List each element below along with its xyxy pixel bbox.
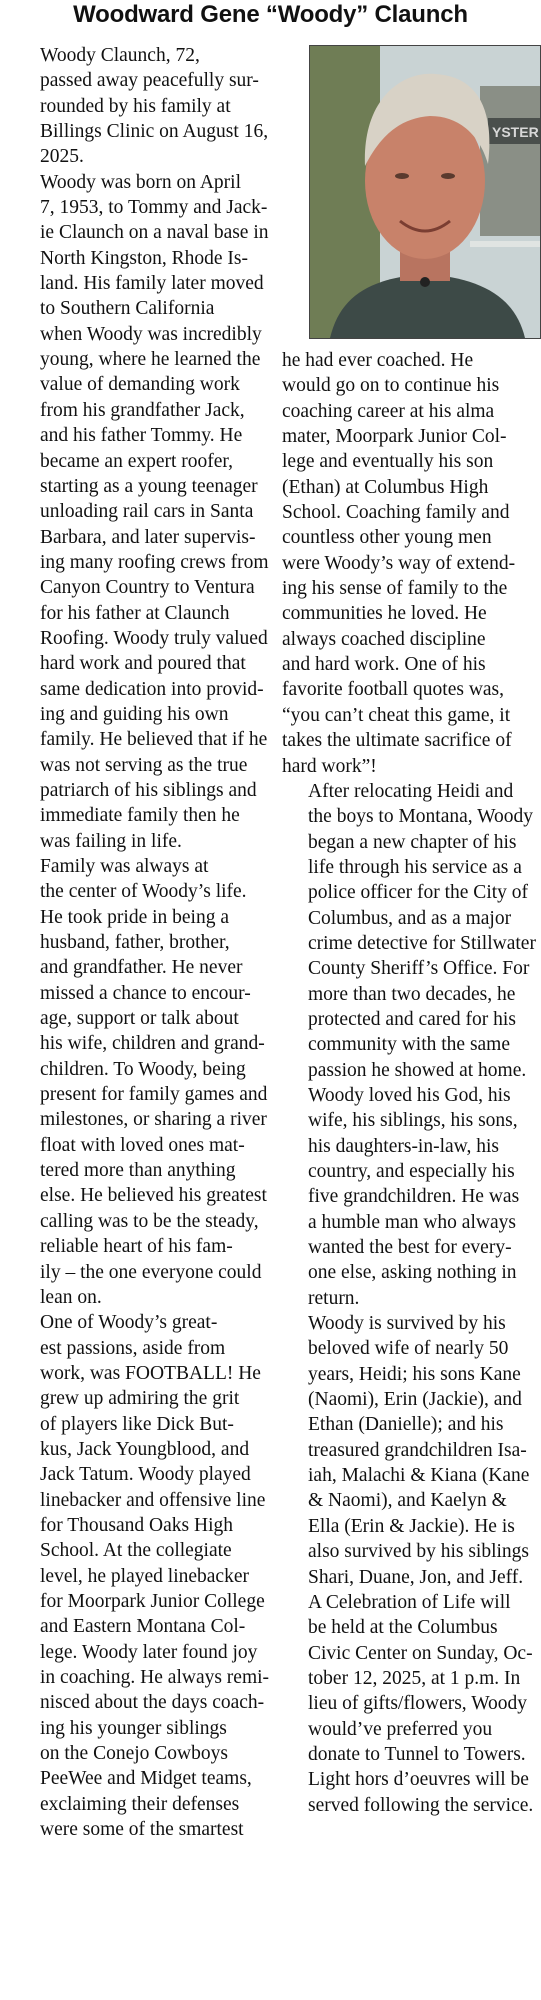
text-line: linebacker and offensive line bbox=[40, 1489, 266, 1511]
text-line: Shari, Duane, Jon, and Jeff. bbox=[308, 1566, 524, 1588]
text-line: level, he played linebacker bbox=[40, 1565, 249, 1587]
photo-railing bbox=[470, 241, 540, 247]
text-line: country, and especially his bbox=[308, 1161, 515, 1182]
photo-sign-text: YSTER bbox=[492, 124, 539, 140]
text-line: age, support or talk about bbox=[40, 1008, 239, 1030]
text-line: of players like Dick But- bbox=[40, 1413, 234, 1435]
text-line: would go on to continue his bbox=[282, 375, 500, 397]
text-line: patriarch of his siblings and bbox=[40, 779, 257, 801]
text-line: life through his service as a bbox=[308, 856, 522, 878]
text-line: began a new chapter of his bbox=[308, 831, 517, 853]
text-line: 7, 1953, to Tommy and Jack- bbox=[40, 197, 268, 219]
text-line: Ethan (Danielle); and his bbox=[308, 1414, 504, 1436]
obituary-title: Woodward Gene “Woody” Claunch bbox=[73, 1, 468, 28]
text-line: takes the ultimate sacrifice of bbox=[282, 730, 512, 752]
text-line: husband, father, brother, bbox=[40, 932, 230, 954]
text-line: Light hors d’oeuvres will be bbox=[308, 1769, 529, 1791]
text-line: protected and cared for his bbox=[308, 1008, 516, 1030]
text-line: Billings Clinic on August 16, bbox=[40, 121, 269, 143]
text-line: crime detective for Stillwater bbox=[308, 932, 536, 954]
text-line: return. bbox=[308, 1287, 360, 1309]
text-line: treasured grandchildren Isa- bbox=[308, 1439, 527, 1461]
text-line: five grandchildren. He was bbox=[308, 1186, 520, 1208]
text-line: Barbara, and later supervis- bbox=[40, 526, 256, 548]
text-line: School. Coaching family and bbox=[282, 502, 510, 524]
text-line: One of Woody’s great- bbox=[40, 1312, 218, 1334]
text-line: grew up admiring the grit bbox=[40, 1388, 240, 1410]
text-line: Woody loved his God, his bbox=[308, 1084, 511, 1106]
text-line: he had ever coached. He bbox=[282, 350, 474, 371]
text-line: coaching career at his alma bbox=[282, 400, 495, 422]
text-line: unloading rail cars in Santa bbox=[40, 501, 254, 523]
text-line: calling was to be the steady, bbox=[40, 1210, 259, 1232]
text-line: on the Conejo Cowboys bbox=[40, 1743, 228, 1765]
text-line: Columbus, and as a major bbox=[308, 907, 512, 929]
text-line: and his father Tommy. He bbox=[40, 425, 243, 447]
text-line: ing his sense of family to the bbox=[282, 578, 508, 600]
text-line: when Woody was incredibly bbox=[40, 323, 262, 345]
portrait-photo bbox=[309, 45, 541, 339]
text-line: was not serving as the true bbox=[40, 754, 248, 776]
photo-necklace bbox=[420, 277, 430, 287]
text-line: community with the same bbox=[308, 1034, 511, 1056]
text-line: rounded by his family at bbox=[40, 95, 231, 117]
text-line: mater, Moorpark Junior Col- bbox=[282, 426, 507, 448]
text-line: hard work”! bbox=[282, 755, 377, 777]
text-line: the center of Woody’s life. bbox=[40, 881, 247, 903]
text-line: favorite football quotes was, bbox=[282, 679, 505, 701]
text-line: and Eastern Montana Col- bbox=[40, 1616, 246, 1638]
text-line: lieu of gifts/flowers, Woody bbox=[308, 1693, 528, 1715]
text-line: & Naomi), and Kaelyn & bbox=[308, 1490, 507, 1512]
text-line: to Southern California bbox=[40, 298, 215, 320]
photo-eye-right bbox=[441, 173, 455, 179]
text-line: passed away peacefully sur- bbox=[40, 70, 259, 92]
text-line: (Naomi), Erin (Jackie), and bbox=[308, 1389, 522, 1411]
text-line: the boys to Montana, Woody bbox=[308, 806, 534, 828]
text-line: family. He believed that if he bbox=[40, 729, 268, 751]
text-line: North Kingston, Rhode Is- bbox=[40, 247, 248, 269]
text-line: (Ethan) at Columbus High bbox=[282, 476, 489, 498]
text-line: Canyon Country to Ventura bbox=[40, 577, 255, 599]
obituary-paragraph bbox=[14, 854, 282, 1310]
text-line: lean on. bbox=[40, 1286, 102, 1308]
text-line: reliable heart of his fam- bbox=[40, 1236, 233, 1258]
text-line: Civic Center on Sunday, Oc- bbox=[308, 1642, 533, 1664]
text-line: passion he showed at home. bbox=[308, 1059, 527, 1081]
text-line: Jack Tatum. Woody played bbox=[40, 1464, 251, 1486]
text-line: were Woody’s way of extend- bbox=[282, 552, 516, 574]
text-line: were some of the smartest bbox=[40, 1819, 244, 1841]
left-column bbox=[14, 43, 282, 1842]
obituary-paragraph bbox=[282, 779, 541, 1311]
text-line: exclaiming their defenses bbox=[40, 1793, 240, 1815]
text-line: iah, Malachi & Kiana (Kane bbox=[308, 1465, 530, 1487]
right-column bbox=[282, 348, 541, 1818]
obituary-paragraph bbox=[282, 1311, 541, 1590]
text-line: for Thousand Oaks High bbox=[40, 1514, 233, 1536]
text-line: became an expert roofer, bbox=[40, 450, 234, 472]
text-line: and grandfather. He never bbox=[40, 957, 243, 979]
text-line: his daughters-in-law, his bbox=[308, 1135, 499, 1157]
text-line: always coached discipline bbox=[282, 628, 486, 650]
photo-eye-left bbox=[395, 173, 409, 179]
text-line: Woody Claunch, 72, bbox=[40, 45, 200, 66]
text-line: Roofing. Woody truly valued bbox=[40, 627, 268, 649]
text-line: After relocating Heidi and bbox=[308, 780, 514, 802]
text-line: also survived by his siblings bbox=[308, 1541, 530, 1563]
text-line: immediate family then he bbox=[40, 805, 240, 827]
text-line: ing and guiding his own bbox=[40, 703, 229, 725]
text-line: starting as a young teenager bbox=[40, 475, 258, 497]
text-line: countless other young men bbox=[282, 527, 492, 549]
obituary-paragraph bbox=[282, 348, 541, 779]
text-line: one else, asking nothing in bbox=[308, 1262, 517, 1284]
text-line: years, Heidi; his sons Kane bbox=[308, 1363, 521, 1385]
text-line: present for family games and bbox=[40, 1084, 268, 1106]
obituary-paragraph bbox=[14, 170, 282, 854]
text-line: ie Claunch on a naval base in bbox=[40, 222, 269, 244]
text-line: Ella (Erin & Jackie). He is bbox=[308, 1515, 515, 1537]
portrait-image bbox=[310, 46, 540, 338]
text-line: value of demanding work bbox=[40, 374, 240, 396]
text-line: “you can’t cheat this game, it bbox=[282, 704, 511, 726]
text-line: more than two decades, he bbox=[308, 983, 516, 1005]
text-line: Woody was born on April bbox=[40, 171, 241, 193]
text-line: was failing in life. bbox=[40, 830, 182, 852]
text-line: young, where he learned the bbox=[40, 349, 261, 371]
text-line: for Moorpark Junior College bbox=[40, 1590, 265, 1612]
text-line: communities he loved. He bbox=[282, 603, 487, 625]
text-line: float with loved ones mat- bbox=[40, 1134, 245, 1156]
text-line: beloved wife of nearly 50 bbox=[308, 1338, 509, 1360]
text-line: County Sheriff’s Office. For bbox=[308, 958, 530, 980]
text-line: A Celebration of Life will bbox=[308, 1591, 511, 1613]
text-line: nisced about the days coach- bbox=[40, 1692, 265, 1714]
text-line: kus, Jack Youngblood, and bbox=[40, 1438, 250, 1460]
text-line: lege and eventually his son bbox=[282, 451, 494, 473]
text-line: work, was FOOTBALL! He bbox=[40, 1362, 261, 1384]
text-line: and hard work. One of his bbox=[282, 654, 486, 676]
text-line: est passions, aside from bbox=[40, 1337, 226, 1359]
text-line: wife, his siblings, his sons, bbox=[308, 1110, 518, 1132]
text-line: police officer for the City of bbox=[308, 882, 529, 904]
text-line: ing his younger siblings bbox=[40, 1717, 227, 1739]
obituary-paragraph bbox=[282, 1590, 541, 1818]
text-line: hard work and poured that bbox=[40, 653, 246, 675]
text-line: tober 12, 2025, at 1 p.m. In bbox=[308, 1667, 521, 1689]
obituary-paragraph bbox=[14, 43, 282, 170]
text-line: Woody is survived by his bbox=[308, 1313, 506, 1335]
text-line: his wife, children and grand- bbox=[40, 1033, 265, 1055]
text-line: He took pride in being a bbox=[40, 906, 229, 928]
text-line: from his grandfather Jack, bbox=[40, 399, 245, 421]
text-line: else. He believed his greatest bbox=[40, 1185, 267, 1207]
text-line: ily – the one everyone could bbox=[40, 1261, 262, 1283]
text-line: 2025. bbox=[40, 146, 84, 168]
text-line: be held at the Columbus bbox=[308, 1617, 498, 1639]
text-line: milestones, or sharing a river bbox=[40, 1109, 267, 1131]
text-line: land. His family later moved bbox=[40, 273, 264, 295]
text-line: missed a chance to encour- bbox=[40, 982, 251, 1004]
text-line: same dedication into provid- bbox=[40, 678, 264, 700]
text-line: served following the service. bbox=[308, 1794, 534, 1816]
text-line: School. At the collegiate bbox=[40, 1540, 232, 1562]
text-line: tered more than anything bbox=[40, 1160, 236, 1182]
text-line: ing many roofing crews from bbox=[40, 551, 269, 573]
text-line: would’ve preferred you bbox=[308, 1718, 493, 1740]
text-line: PeeWee and Midget teams, bbox=[40, 1768, 252, 1790]
text-line: a humble man who always bbox=[308, 1211, 516, 1233]
text-line: donate to Tunnel to Towers. bbox=[308, 1743, 526, 1765]
text-line: wanted the best for every- bbox=[308, 1237, 512, 1259]
text-line: lege. Woody later found joy bbox=[40, 1641, 258, 1663]
text-line: for his father at Claunch bbox=[40, 602, 230, 624]
obituary-paragraph bbox=[14, 1310, 282, 1842]
text-line: children. To Woody, being bbox=[40, 1058, 246, 1080]
text-line: Family was always at bbox=[40, 856, 209, 877]
text-line: in coaching. He always remi- bbox=[40, 1667, 270, 1688]
photo-building bbox=[480, 86, 540, 236]
